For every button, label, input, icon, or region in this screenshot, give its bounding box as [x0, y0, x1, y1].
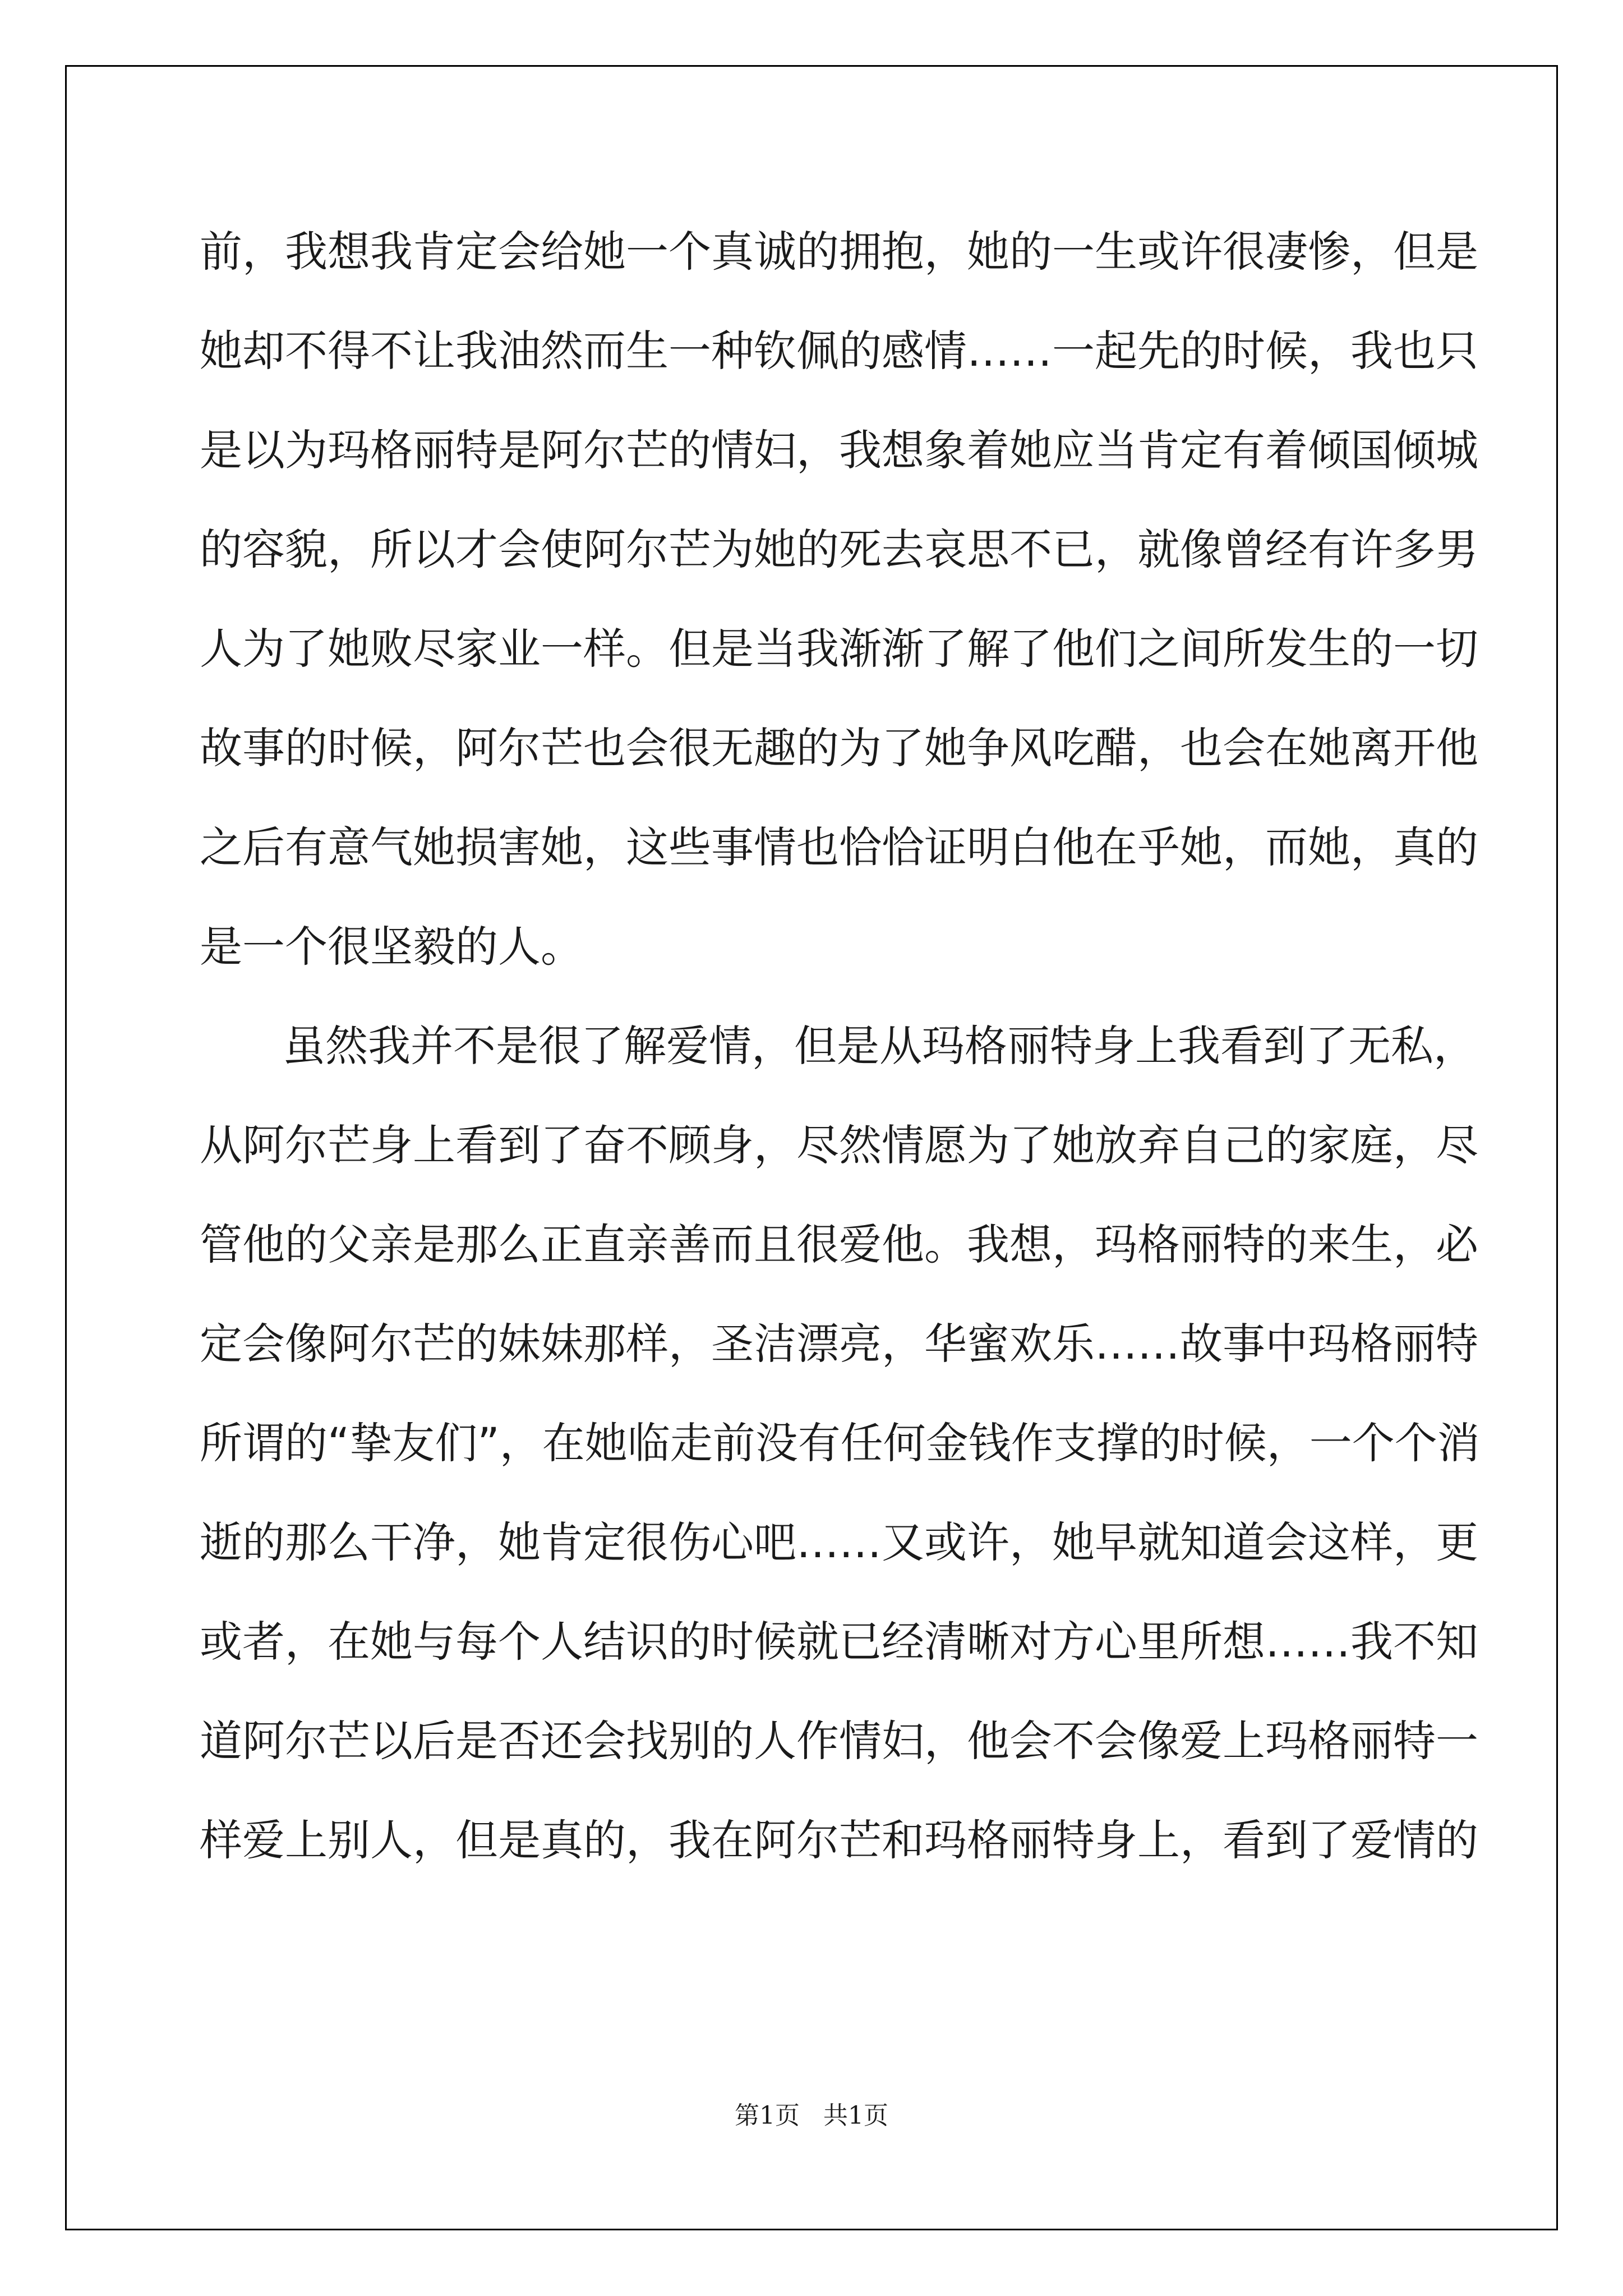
body-text: [200, 202, 1480, 1890]
text-line: 是一个很坚毅的人。: [200, 922, 583, 972]
text-line: 之后有意气她损害她，这些事情也恰恰证明白他在乎她，而她，真的: [200, 822, 1478, 872]
text-line: 故事的时候，阿尔芒也会很无趣的为了她争风吃醋，也会在她离开他: [200, 723, 1478, 773]
text-line: 前，我想我肯定会给她一个真诚的拥抱，她的一生或许很凄惨，但是: [200, 227, 1478, 277]
text-line: 人为了她败尽家业一样。但是当我渐渐了解了他们之间所发生的一切: [200, 624, 1478, 674]
text-line: 或者，在她与每个人结识的时候就已经清晰对方心里所想……我不知: [200, 1617, 1478, 1667]
text-line: 虽然我并不是很了解爱情，但是从玛格丽特身上我看到了无私，: [283, 1021, 1476, 1071]
text-line: 道阿尔芒以后是否还会找别的人作情妇，他会不会像爱上玛格丽特一: [200, 1716, 1478, 1766]
text-line: 所谓的“挚友们”，在她临走前没有任何金钱作支撑的时候，一个个消: [200, 1418, 1480, 1468]
text-line: 是以为玛格丽特是阿尔芒的情妇，我想象着她应当肯定有着倾国倾城: [200, 425, 1478, 475]
text-line: 管他的父亲是那么正直亲善而且很爱他。我想，玛格丽特的来生，必: [200, 1220, 1478, 1269]
text-line: 她却不得不让我油然而生一种钦佩的感情……一起先的时候，我也只: [200, 326, 1478, 376]
text-line: 从阿尔芒身上看到了奋不顾身，尽然情愿为了她放弃自己的家庭，尽: [200, 1120, 1478, 1170]
text-line: 的容貌，所以才会使阿尔芒为她的死去哀思不已，就像曾经有许多男: [200, 524, 1478, 574]
text-line: 逝的那么干净，她肯定很伤心吧……又或许，她早就知道会这样，更: [200, 1517, 1478, 1567]
page-footer: 第1页 共1页: [735, 2101, 888, 2130]
text-line: 定会像阿尔芒的妹妹那样，圣洁漂亮，华蜜欢乐……故事中玛格丽特: [200, 1319, 1478, 1369]
text-line: 样爱上别人，但是真的，我在阿尔芒和玛格丽特身上，看到了爱情的: [200, 1815, 1478, 1865]
